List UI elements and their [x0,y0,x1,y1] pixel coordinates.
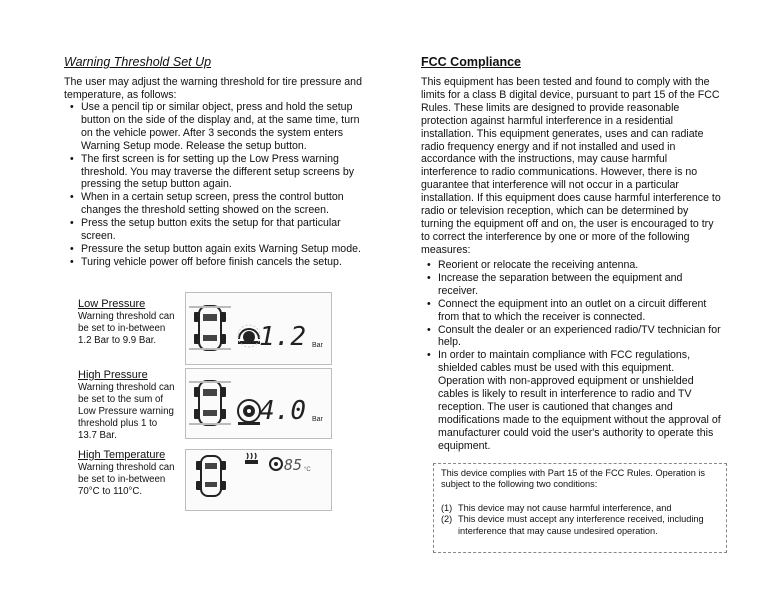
setting-title: High Pressure [78,369,148,381]
fcc-compliance-heading: FCC Compliance [421,55,522,69]
car-top-view-icon [196,456,226,496]
list-item: • In order to maintain compliance with FCC regulations, shielded cables must be used with this equipment. Operation with non-approved equipment or unshielded cables is likely to result in interference to radio and TV reception. The user is cautioned that changes and modifications made to the equipment without the approval of manufacturer could void the user's authority to operate this equipment. [421,349,723,452]
condition-text: This device must accept any interference received, including interference that may cause undesired operation. [458,514,704,536]
setting-title: High Temperature [78,449,166,461]
tire-icon [270,458,282,470]
condition-number: (2) [441,514,453,525]
setting-title: Low Pressure [78,298,146,310]
condition-number: (1) [441,502,453,513]
pressure-unit: Bar [312,416,323,423]
setting-description: Warning threshold can be set to in-between 70°C to 110°C. [78,462,175,497]
list-item: • Use a pencil tip or similar object, press and hold the setup button on the side of the display and, at the same time, turn on the vehicle power. After 3 seconds the system enters Warning Setup mode. Release the setup button. [64,101,364,153]
list-item: • Increase the separation between the equipment and receiver. [421,272,723,298]
high-temperature-display [185,449,332,511]
pressure-readout: 4.0 [259,396,306,426]
temperature-readout: 85 [283,456,302,474]
warning-threshold-heading: Warning Threshold Set Up [64,55,212,69]
high-pressure-display [185,368,332,439]
low-pressure-display [185,292,332,365]
notice-intro: This device complies with Part 15 of the FCC Rules. Operation is subject to the following two conditions: [441,468,705,490]
list-item: • When in a certain setup screen, press the control button changes the threshold setting showed on the screen. [64,191,364,217]
high-temperature-setting [78,449,178,498]
setting-description: Warning threshold can be set to the sum of Low Pressure warning threshold plus 1 to 13.7 Bar. [78,382,175,441]
pressure-readout: 1.2 [259,322,306,352]
temperature-unit: °C [304,467,311,473]
condition-text: This device may not cause harmful interference, and [458,502,672,513]
pressure-unit: Bar [312,342,323,349]
high-pressure-setting [78,369,178,442]
notice-conditions [441,503,719,537]
car-top-view-icon [189,381,231,425]
temperature-warning-icon [245,453,258,464]
list-item: • Turing vehicle power off before finish cancels the setup. [64,256,364,269]
list-item: • Connect the equipment into an outlet on a circuit different from that to which the receiver is connected. [421,298,723,324]
high-pressure-warning-icon [238,400,260,425]
setup-steps-list [64,101,364,269]
list-item: • Pressure the setup button again exits Warning Setup mode. [64,243,364,256]
low-pressure-setting [78,298,178,347]
low-pressure-warning-icon [238,325,260,347]
list-item [441,514,719,537]
list-item: • Press the setup button exits the setup for that particular screen. [64,217,364,243]
fcc-part15-notice [433,463,727,553]
car-top-view-icon [189,306,231,350]
fcc-compliance-body: This equipment has been tested and found to comply with the limits for a class B digital device, pursuant to part 15 of the FCC Rules. These limits are designed to provide reasonable protection against harmful interference in a residential installation. This equipment generates, uses and can radiate radio frequency energy and if not installed and used in accordance with the instructions, may cause harmful interference to radio communications. However, there is no guarantee that interference will not occur in a particular installation. If this equipment does cause harmful interference to radio or television reception, which can be determined by turning the equipment off and on, the user is encouraged to try to correct the interference by one or more of the following measures: [421,76,721,256]
list-item: • The first screen is for setting up the Low Press warning threshold. You may traverse the different setup screens by pressing the setup button again. [64,153,364,192]
interference-measures-list [421,259,723,453]
warning-threshold-intro: The user may adjust the warning threshold for tire pressure and temperature, as follows: [64,76,362,101]
setting-description: Warning threshold can be set to in-between 1.2 Bar to 9.9 Bar. [78,311,175,346]
list-item: • Consult the dealer or an experienced radio/TV technician for help. [421,324,723,350]
list-item: • Reorient or relocate the receiving antenna. [421,259,723,272]
list-item [441,503,719,514]
